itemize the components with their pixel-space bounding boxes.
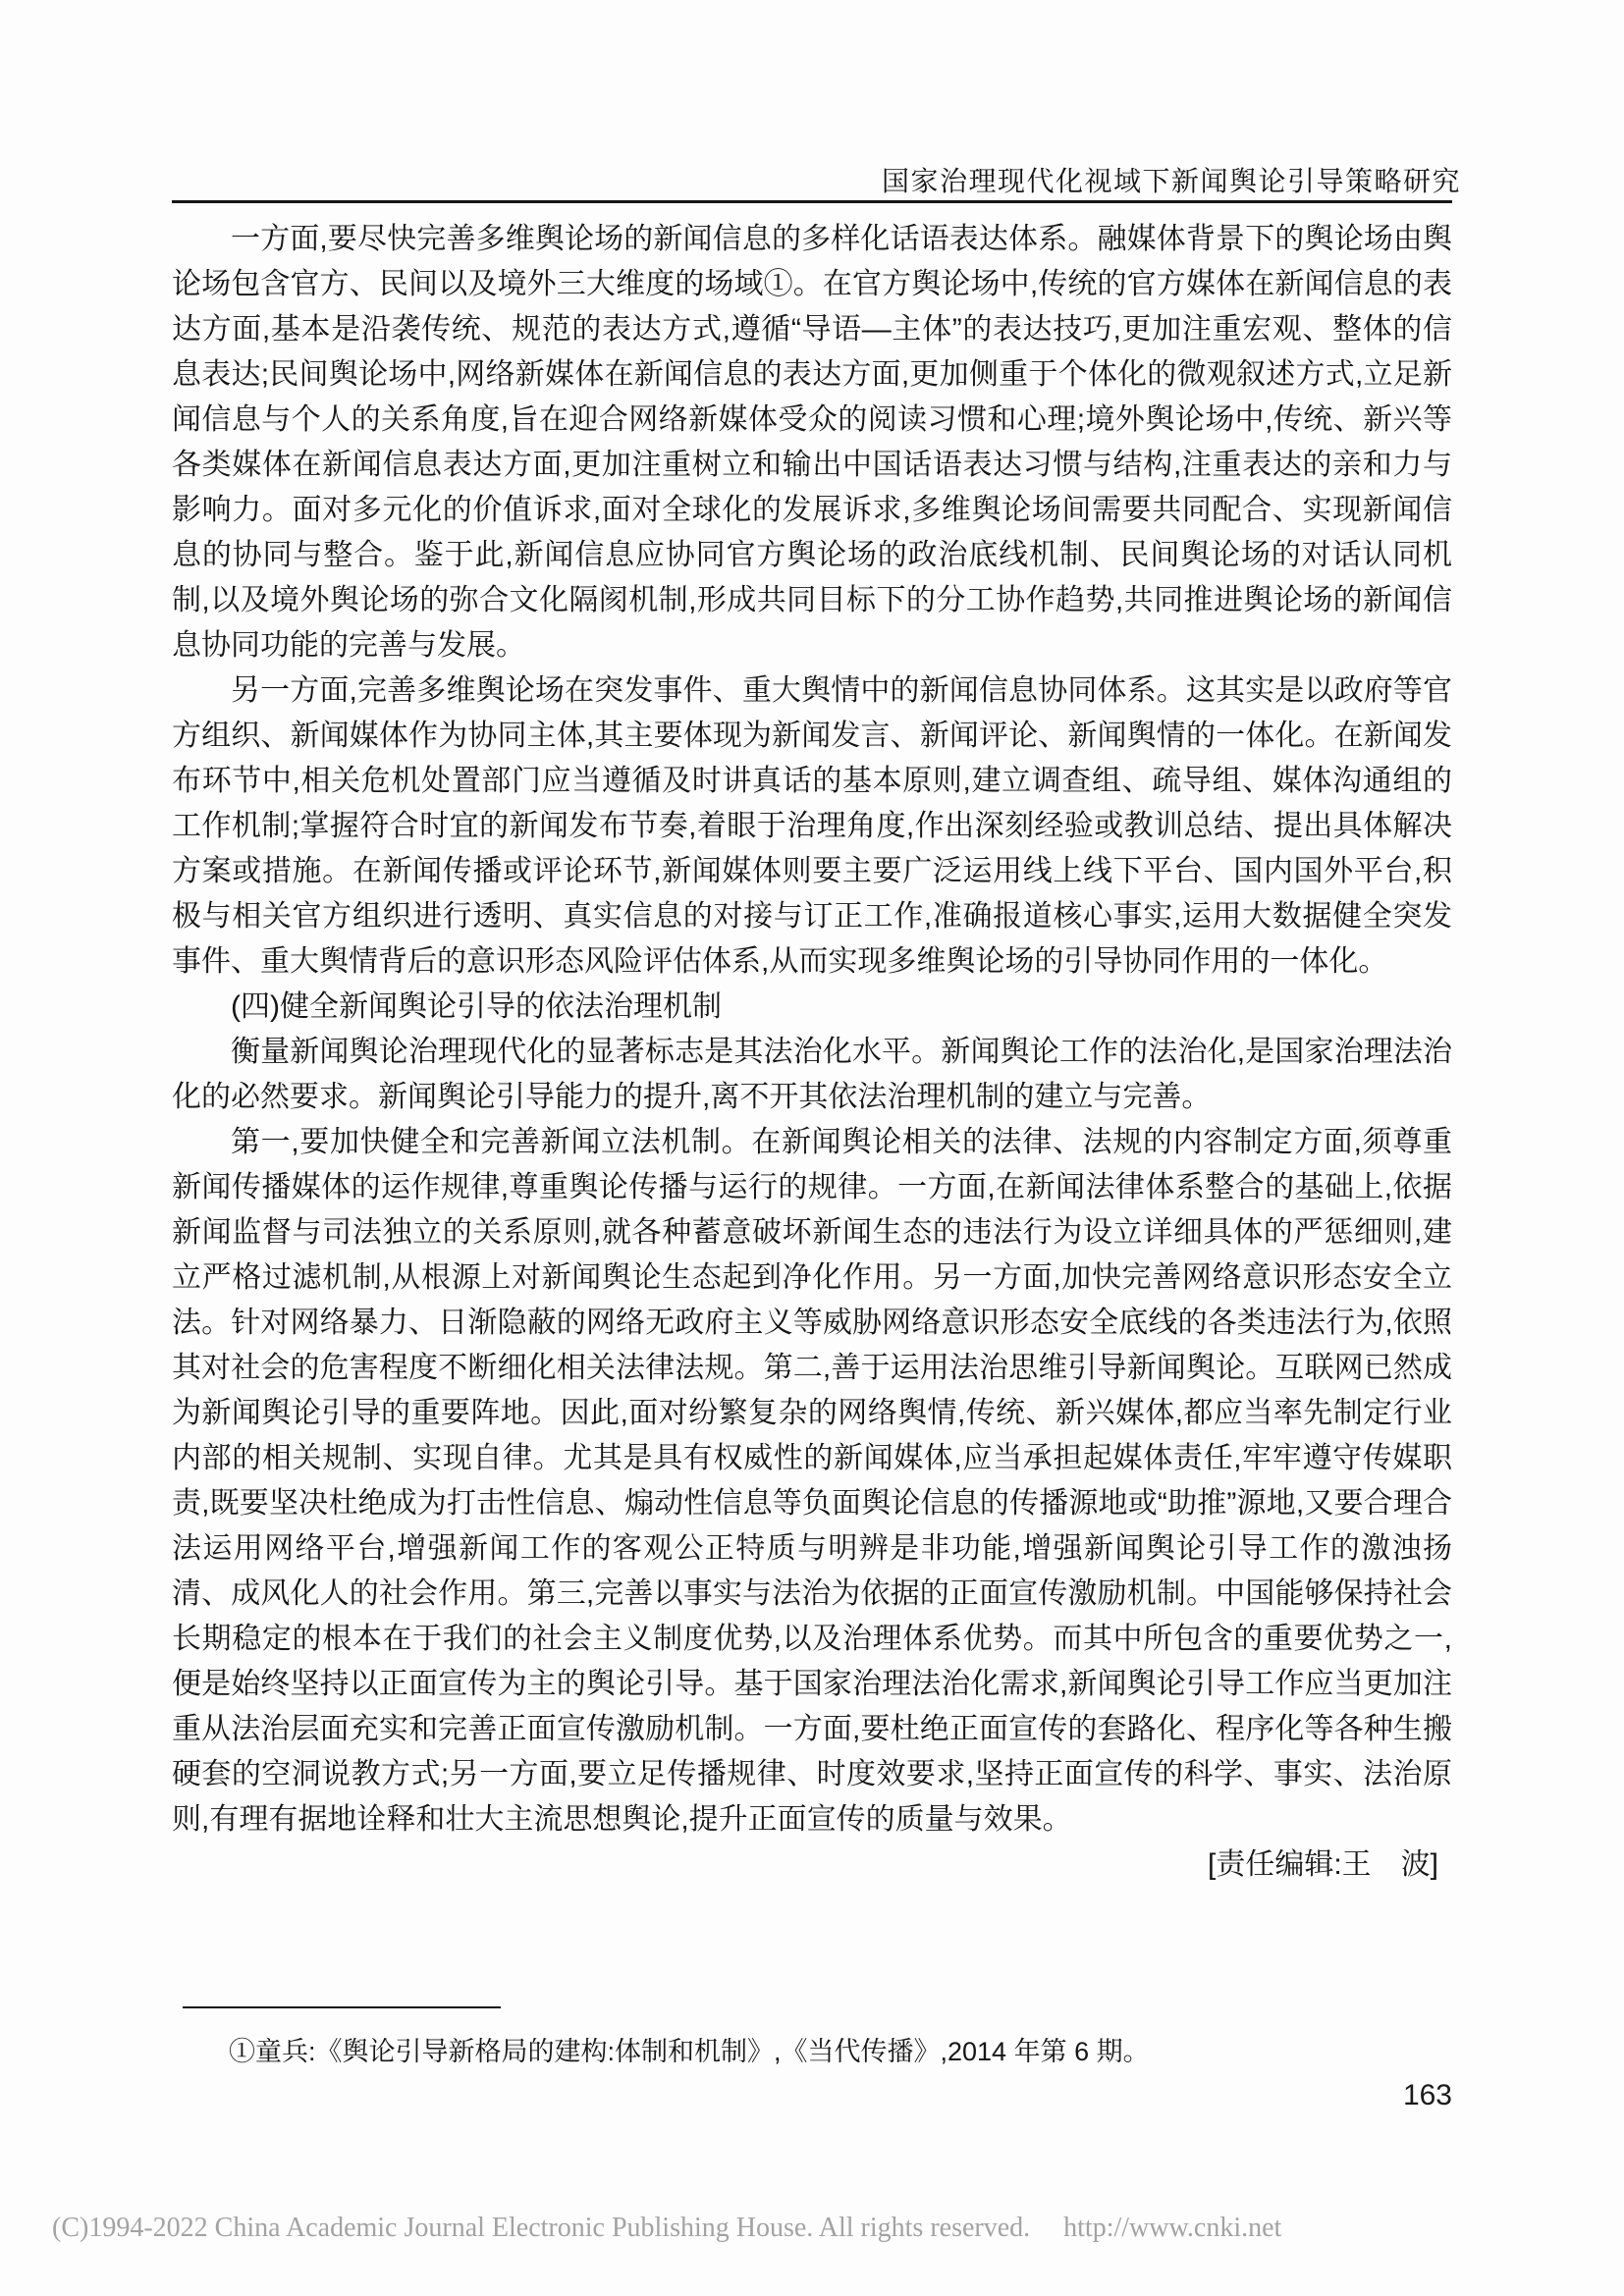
paragraph: 衡量新闻舆论治理现代化的显著标志是其法治化水平。新闻舆论工作的法治化,是国家治理法治化的必然要求。新闻舆论引导能力的提升,离不开其依法治理机制的建立与完善。 <box>172 1036 1452 1113</box>
section-heading: (四)健全新闻舆论引导的依法治理机制 <box>231 990 722 1023</box>
article-body <box>172 217 1452 1888</box>
editor-note: [责任编辑:王 波] <box>1207 1848 1438 1881</box>
cnki-url: http://www.cnki.net <box>1063 2213 1282 2243</box>
page-number: 163 <box>1402 2079 1452 2111</box>
header-rule <box>172 200 1452 203</box>
scan-footer <box>52 2213 1281 2244</box>
running-head-title: 国家治理现代化视域下新闻舆论引导策略研究 <box>881 166 1461 196</box>
paragraph: 第一,要加快健全和完善新闻立法机制。在新闻舆论相关的法律、法规的内容制定方面,须尊重新闻传播媒体的运作规律,尊重舆论传播与运行的规律。一方面,在新闻法律体系整合的基础上,依据新闻监督与司法独立的关系原则,就各种蓄意破坏新闻生态的违法行为设立详细具体的严惩细则,建立严格过滤机制,从根源上对新闻舆论生态起到净化作用。另一方面,加快完善网络意识形态安全立法。针对网络暴力、日渐隐蔽的网络无政府主义等威胁网络意识形态安全底线的各类违法行为,依照其对社会的危害程度不断细化相关法律法规。第二,善于运用法治思维引导新闻舆论。互联网已然成为新闻舆论引导的重要阵地。因此,面对纷繁复杂的网络舆情,传统、新兴媒体,都应当率先制定行业内部的相关规制、实现自律。尤其是具有权威性的新闻媒体,应当承担起媒体责任,牢牢遵守传媒职责,既要坚决杜绝成为打击性信息、煽动性信息等负面舆论信息的传播源地或“助推”源地,又要合理合法运用网络平台,增强新闻工作的客观公正特质与明辨是非功能,增强新闻舆论引导工作的激浊扬清、成风化人的社会作用。第三,完善以事实与法治为依据的正面宣传激励机制。中国能够保持社会长期稳定的根本在于我们的社会主义制度优势,以及治理体系优势。而其中所包含的重要优势之一,便是始终坚持以正面宣传为主的舆论引导。基于国家治理法治化需求,新闻舆论引导工作应当更加注重从法治层面充实和完善正面宣传激励机制。一方面,要杜绝正面宣传的套路化、程序化等各种生搬硬套的空洞说教方式;另一方面,要立足传播规律、时度效要求,坚持正面宣传的科学、事实、法治原则,有理有据地诠释和壮大主流思想舆论,提升正面宣传的质量与效果。 <box>172 1126 1452 1836</box>
paragraph: 一方面,要尽快完善多维舆论场的新闻信息的多样化话语表达体系。融媒体背景下的舆论场由舆论场包含官方、民间以及境外三大维度的场域①。在官方舆论场中,传统的官方媒体在新闻信息的表达方面,基本是沿袭传统、规范的表达方式,遵循“导语—主体”的表达技巧,更加注重宏观、整体的信息表达;民间舆论场中,网络新媒体在新闻信息的表达方面,更加侧重于个体化的微观叙述方式,立足新闻信息与个人的关系角度,旨在迎合网络新媒体受众的阅读习惯和心理;境外舆论场中,传统、新兴等各类媒体在新闻信息表达方面,更加注重树立和输出中国话语表达习惯与结构,注重表达的亲和力与影响力。面对多元化的价值诉求,面对全球化的发展诉求,多维舆论场间需要共同配合、实现新闻信息的协同与整合。鉴于此,新闻信息应协同官方舆论场的政治底线机制、民间舆论场的对话认同机制,以及境外舆论场的弥合文化隔阂机制,形成共同目标下的分工协作趋势,共同推进舆论场的新闻信息协同功能的完善与发展。 <box>172 223 1452 662</box>
footnote-rule <box>183 2006 501 2008</box>
footnote-text: ①童兵:《舆论引导新格局的建构:体制和机制》,《当代传播》,2014 年第 6 期。 <box>229 2037 1150 2066</box>
copyright-notice: (C)1994-2022 China Academic Journal Electronic Publishing House. All rights reserved. <box>52 2213 1031 2243</box>
paragraph: 另一方面,完善多维舆论场在突发事件、重大舆情中的新闻信息协同体系。这其实是以政府等官方组织、新闻媒体作为协同主体,其主要体现为新闻发言、新闻评论、新闻舆情的一体化。在新闻发布环节中,相关危机处置部门应当遵循及时讲真话的基本原则,建立调查组、疏导组、媒体沟通组的工作机制;掌握符合时宜的新闻发布节奏,着眼于治理角度,作出深刻经验或教训总结、提出具体解决方案或措施。在新闻传播或评论环节,新闻媒体则要主要广泛运用线上线下平台、国内国外平台,积极与相关官方组织进行透明、真实信息的对接与订正工作,准确报道核心事实,运用大数据健全突发事件、重大舆情背后的意识形态风险评估体系,从而实现多维舆论场的引导协同作用的一体化。 <box>172 674 1452 978</box>
